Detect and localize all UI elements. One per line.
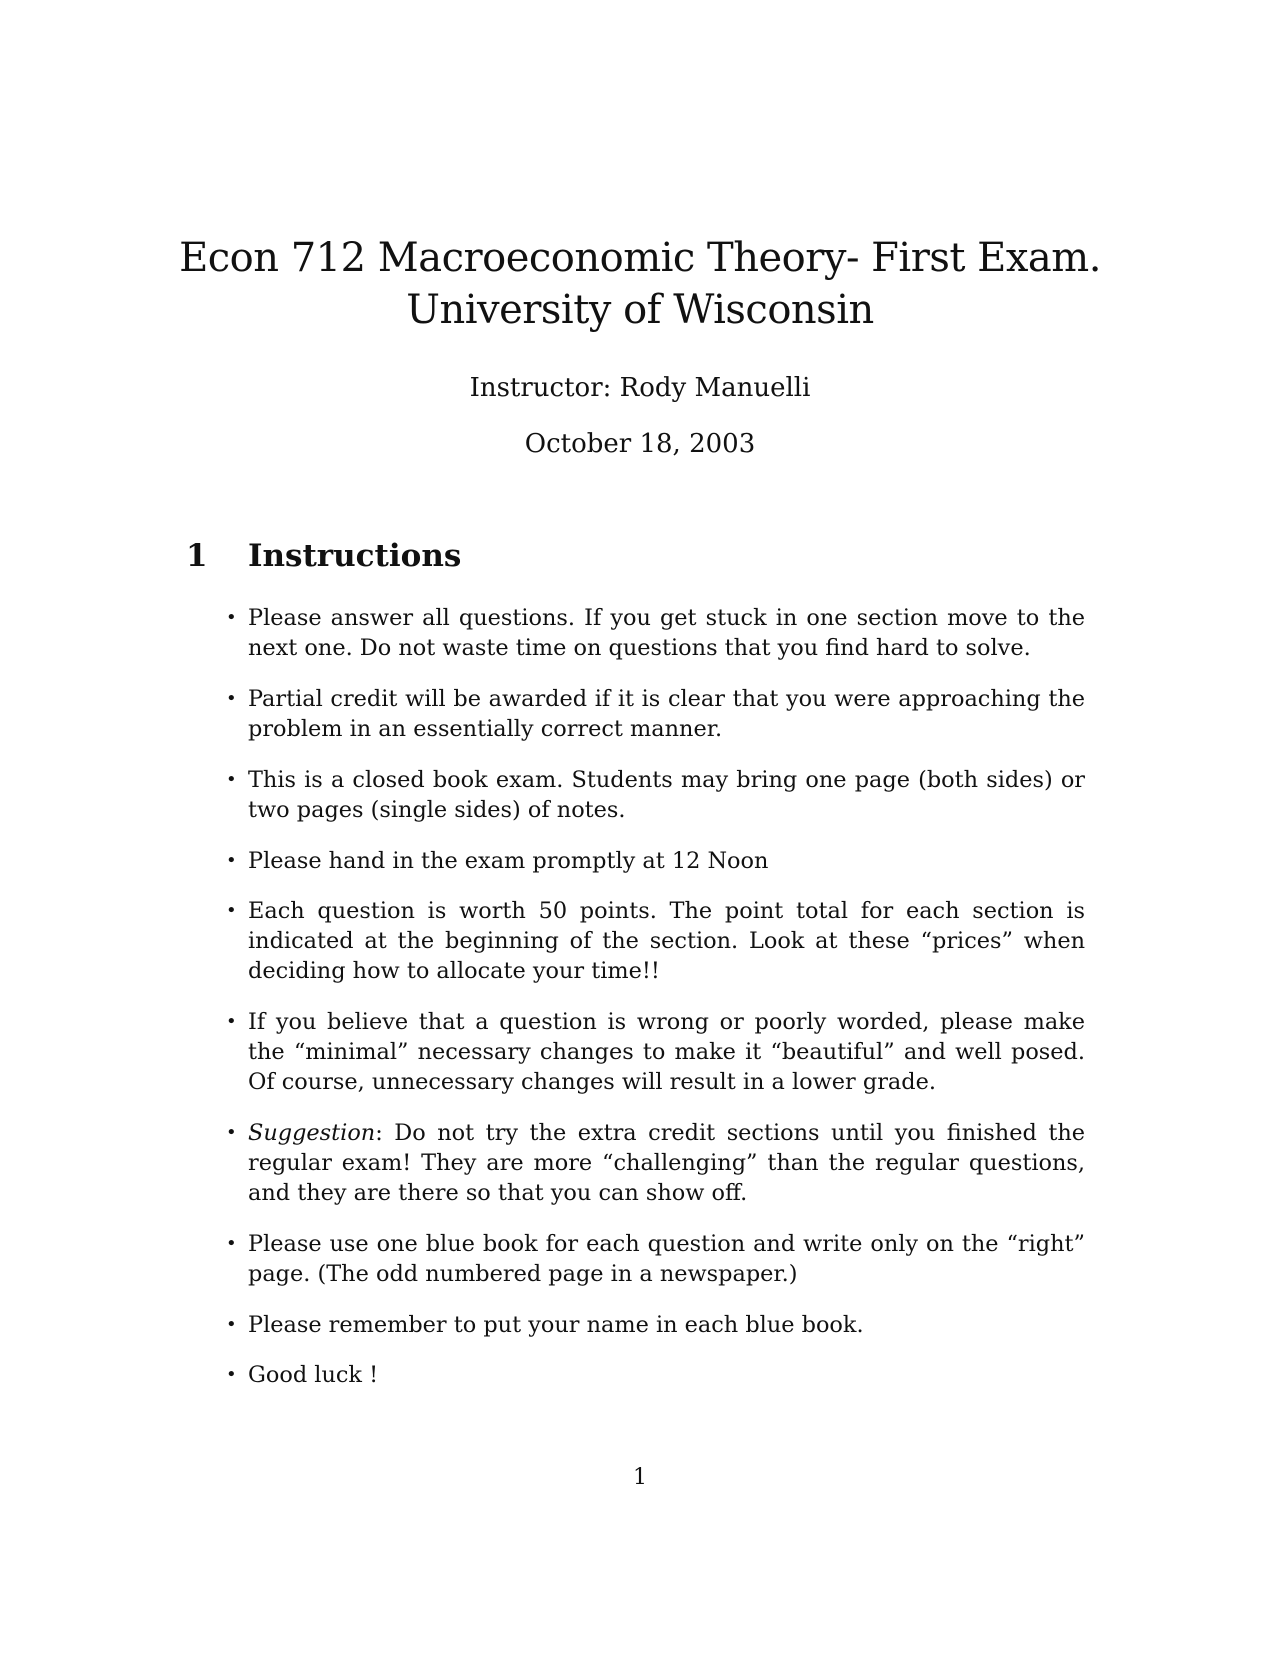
list-item-text: : Do not try the extra credit sections until you finished the regular exam! They are more “challenging” than the regular questions, and they are there so that you can show off.: [248, 1120, 1085, 1206]
bullet-icon: •: [226, 607, 237, 628]
list-item-text: Good luck !: [248, 1362, 379, 1388]
list-item: [222, 846, 1085, 876]
list-item-text: Each question is worth 50 points. The point total for each section is indicated at the beginning of the section. Look at these “prices” when deciding how to allocate your time!!: [248, 898, 1085, 984]
bullet-icon: •: [226, 1122, 237, 1143]
title-block: [0, 232, 1280, 336]
list-item-text: This is a closed book exam. Students may bring one page (both sides) or two pages (single sides) of notes.: [248, 767, 1085, 823]
list-item-text: Please hand in the exam promptly at 12 Noon: [248, 848, 769, 874]
list-item-text: Please remember to put your name in each blue book.: [248, 1312, 864, 1338]
list-item-text: Please use one blue book for each question and write only on the “right” page. (The odd numbered page in a newspaper.): [248, 1231, 1085, 1287]
exam-date: October 18, 2003: [524, 429, 756, 459]
bullet-icon: •: [226, 900, 237, 921]
list-item: [222, 765, 1085, 825]
section-heading: [186, 536, 461, 576]
list-item: [222, 1229, 1085, 1289]
list-item: [222, 1360, 1085, 1390]
list-item-emphasis: Suggestion: [248, 1120, 376, 1146]
bullet-icon: •: [226, 1314, 237, 1335]
bullet-icon: •: [226, 1364, 237, 1385]
page-number: 1: [633, 1465, 647, 1490]
list-item-text: Partial credit will be awarded if it is clear that you were approaching the problem in an essentially correct manner.: [248, 686, 1085, 742]
list-item-text: Please answer all questions. If you get stuck in one section move to the next one. Do not waste time on questions that you find hard to solve.: [248, 605, 1085, 661]
title-line-2: University of Wisconsin: [406, 287, 874, 333]
list-item: [222, 684, 1085, 744]
list-item: [222, 603, 1085, 663]
bullet-icon: •: [226, 850, 237, 871]
bullet-icon: •: [226, 688, 237, 709]
bullet-icon: •: [226, 769, 237, 790]
instructor-line: Instructor: Rody Manuelli: [469, 373, 811, 403]
list-item: [222, 1007, 1085, 1097]
title-line-1: Econ 712 Macroeconomic Theory- First Exam.: [179, 235, 1101, 281]
instructions-list: [222, 603, 1085, 1410]
section-number: 1: [186, 538, 208, 574]
section-title: Instructions: [248, 538, 462, 574]
bullet-icon: •: [226, 1233, 237, 1254]
bullet-icon: •: [226, 1011, 237, 1032]
list-item: [222, 1118, 1085, 1208]
list-item-text: If you believe that a question is wrong or poorly worded, please make the “minimal” necessary changes to make it “beautiful” and well posed. Of course, unnecessary changes will result in a lower grade.: [248, 1009, 1085, 1095]
list-item: [222, 896, 1085, 986]
list-item: [222, 1310, 1085, 1340]
